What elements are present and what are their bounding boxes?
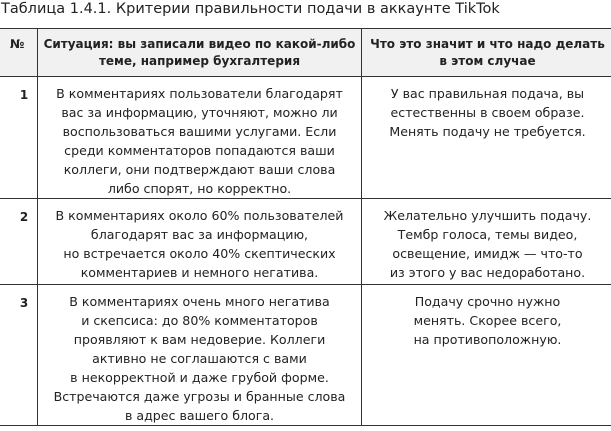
meaning-cell: [362, 285, 611, 426]
meaning-cell: [362, 199, 611, 285]
header-situation: [38, 29, 362, 77]
row-number: 3: [19, 296, 29, 310]
row-number-cell: [0, 199, 38, 285]
row-number-cell: [0, 285, 38, 426]
situation-text: В комментариях очень много негатива и скепсиса: до 80% комментаторов проявляют к вам недоверие. Коллеги активно не соглашаются с вами в некорректной и даже грубой форме. Встречаются даже угрозы и бранные слова в адрес вашего блога.: [53, 294, 346, 423]
situation-text: В комментариях около 60% пользователей благодарят вас за информацию, но встречается около 40% скептических комментариев и немного негатива.: [55, 208, 344, 280]
row-number: 1: [19, 88, 29, 102]
situation-cell: [38, 199, 362, 285]
table-caption: Таблица 1.4.1. Критерии правильности подачи в аккаунте TikTok: [1, 1, 500, 17]
meaning-text: Подачу срочно нужно менять. Скорее всего, на противоположную.: [413, 294, 562, 347]
header-situation-text: Ситуация: вы записали видео по какой-либо теме, например бухгалтерия: [43, 37, 356, 68]
header-number-text: №: [10, 37, 25, 51]
table-header-row: [0, 29, 611, 77]
meaning-cell: [362, 77, 611, 199]
situation-cell: [38, 285, 362, 426]
header-meaning-text: Что это значит и что надо делать в этом случае: [370, 37, 605, 68]
situation-text: В комментариях пользователи благодарят вас за информацию, уточняют, можно ли воспользоваться вашими услугами. Если среди комментаторов попадаются ваши коллеги, они подтверждают ваши слова либо спорят, но корректно.: [56, 86, 343, 196]
meaning-text: Желательно улучшить подачу. Тембр голоса, темы видео, освещение, имидж — что-то из этого у вас недоработано.: [383, 208, 592, 280]
table-row: [0, 77, 611, 199]
criteria-table: [0, 28, 611, 426]
header-meaning: [362, 29, 611, 77]
row-number-cell: [0, 77, 38, 199]
table-row: [0, 199, 611, 285]
table-row: [0, 285, 611, 426]
meaning-text: У вас правильная подача, вы естественны в своем образе. Менять подачу не требуется.: [389, 86, 586, 139]
header-number: [0, 29, 38, 77]
situation-cell: [38, 77, 362, 199]
row-number: 2: [19, 210, 29, 224]
